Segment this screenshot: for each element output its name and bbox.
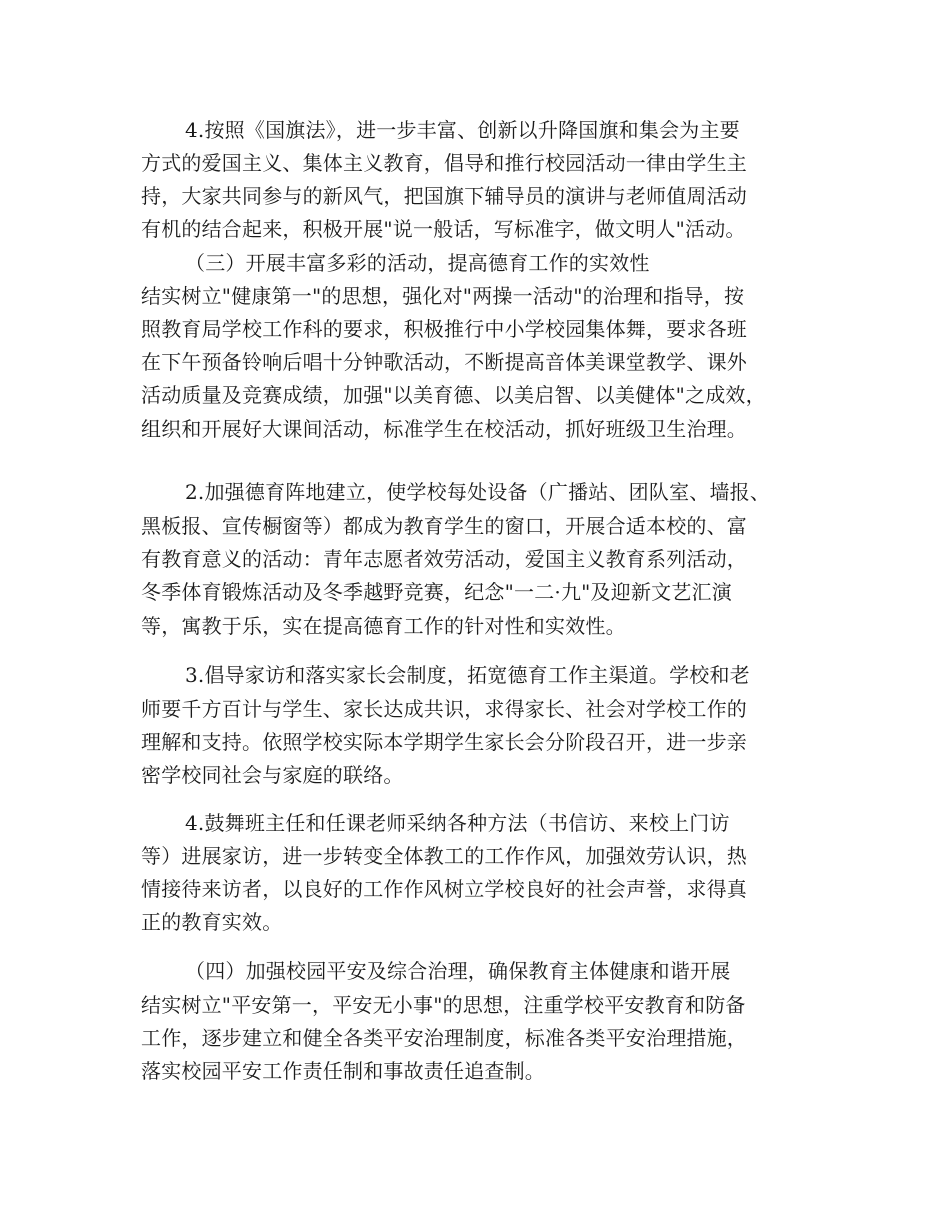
text-line: 等）进展家访，进一步转变全体教工的工作作风，加强效劳认识，热 (141, 844, 747, 868)
text-line: 有机的结合起来，积极开展"说一般话，写标准字，做文明人"活动。 (141, 217, 746, 241)
text-line: 正的教育实效。 (141, 910, 283, 934)
text-line: 4.鼓舞班主任和任课老师采纳各种方法（书信访、来校上门访 (185, 811, 730, 835)
text-line: 照教育局学校工作科的要求，积极推行中小学校园集体舞，要求各班 (141, 317, 747, 341)
text-line: 方式的爱国主义、集体主义教育，倡导和推行校园活动一律由学生主 (141, 151, 747, 175)
text-line: 持，大家共同参与的新风气，把国旗下辅导员的演讲与老师值周活动 (141, 184, 747, 208)
text-line: 工作，逐步建立和健全各类平安治理制度，标准各类平安治理措施， (141, 1026, 747, 1050)
text-line: 等，寓教于乐，实在提高德育工作的针对性和实效性。 (141, 614, 626, 638)
text-line: 组织和开展好大课间活动，标准学生在校活动，抓好班级卫生治理。 (141, 417, 747, 441)
text-line: 在下午预备铃响后唱十分钟歌活动，不断提高音体美课堂教学、课外 (141, 350, 747, 374)
text-line: 理解和支持。依照学校实际本学期学生家长会分阶段召开，进一步亲 (141, 730, 747, 754)
text-line: 2.加强德育阵地建立，使学校每处设备（广播站、团队室、墙报、 (185, 480, 771, 504)
text-line: 结实树立"平安第一，平安无小事"的思想，注重学校平安教育和防备 (141, 993, 746, 1017)
section-heading: （四）加强校园平安及综合治理，确保教育主体健康和谐开展 (185, 959, 731, 983)
text-line: 落实校园平安工作责任制和事故责任追查制。 (141, 1059, 545, 1083)
text-line: 3.倡导家访和落实家长会制度，拓宽德育工作主渠道。学校和老 (185, 663, 750, 687)
text-line: 结实树立"健康第一"的思想，强化对"两操一活动"的治理和指导，按 (141, 284, 745, 308)
text-line: 有教育意义的活动：青年志愿者效劳活动，爱国主义教育系列活动， (141, 547, 747, 571)
text-line: 情接待来访者，以良好的工作作风树立学校良好的社会声誉，求得真 (141, 877, 747, 901)
text-line: 密学校同社会与家庭的联络。 (141, 763, 404, 787)
text-line: 活动质量及竞赛成绩，加强"以美育德、以美启智、以美健体"之成效， (141, 383, 766, 407)
text-line: 4.按照《国旗法》，进一步丰富、创新以升降国旗和集会为主要 (185, 118, 740, 142)
text-line: 黑板报、宣传橱窗等）都成为教育学生的窗口，开展合适本校的、富 (141, 514, 747, 538)
text-line: 师要千方百计与学生、家长达成共识，求得家长、社会对学校工作的 (141, 697, 747, 721)
text-line: 冬季体育锻炼活动及冬季越野竞赛，纪念"一二·九"及迎新文艺汇演 (141, 580, 732, 604)
section-heading: （三）开展丰富多彩的活动，提高德育工作的实效性 (185, 251, 650, 275)
